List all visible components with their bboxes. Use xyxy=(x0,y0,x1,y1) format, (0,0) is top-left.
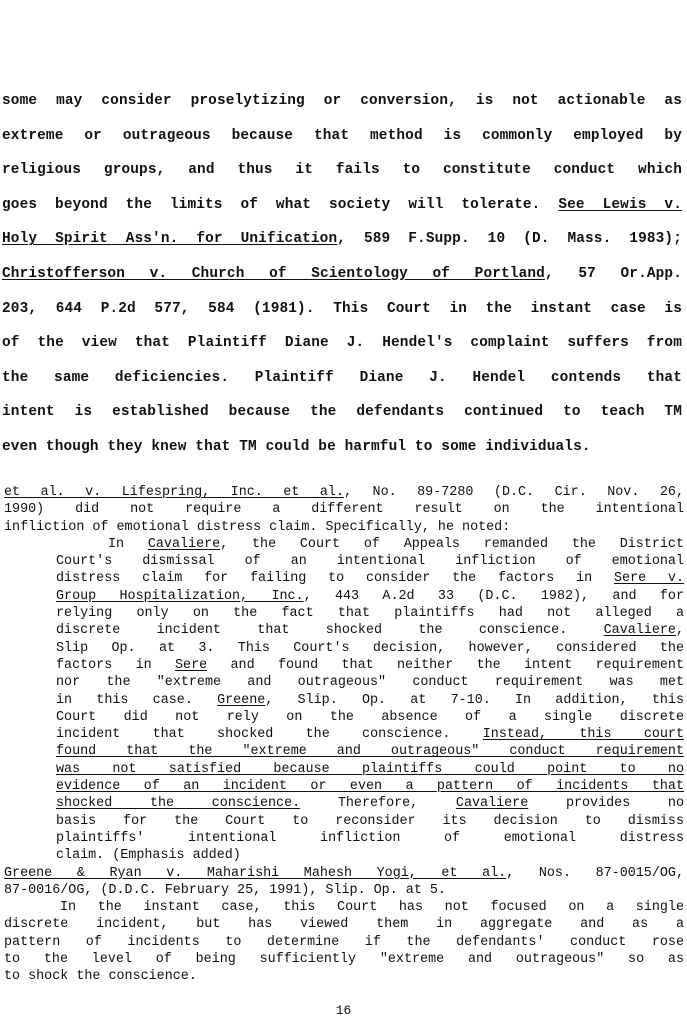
body-line xyxy=(2,188,682,223)
case-citation: Group Hospitalization, Inc. xyxy=(56,588,304,604)
quote-line-emphasized: was not satisfied because plaintiffs could point to no xyxy=(56,761,684,777)
quote-span: , xyxy=(675,623,684,639)
footnote-line: 1990) did not require a different result on the intentional xyxy=(4,502,684,518)
quote-line: claim. (Emphasis added) xyxy=(56,848,241,864)
emphasized-text: shocked the conscience. xyxy=(56,796,301,812)
body-line: extreme or outrageous because that method is commonly employed by xyxy=(2,127,682,144)
quote-span: , Slip. Op. at 7-10. In addition, this xyxy=(265,692,684,708)
case-citation: Greene xyxy=(217,692,266,708)
quote-span: distress claim for failing to consider the factors in xyxy=(56,571,614,587)
footnote-line: infliction of emotional distress claim. Specifically, he noted: xyxy=(4,519,511,535)
quote-line: Slip Op. at 3. This Court's decision, however, considered the xyxy=(56,640,684,656)
footnote-span: , No. 89-7280 (D.C. Cir. Nov. 26, xyxy=(344,485,684,500)
quote-line: Court did not rely on the absence of a single discrete xyxy=(56,709,684,725)
case-citation: Holy Spirit Ass'n. for Unification xyxy=(2,231,338,248)
footnote-line: to shock the conscience. xyxy=(4,969,197,985)
case-citation: Greene & Ryan v. Maharishi Mahesh Yogi, et al. xyxy=(4,865,507,881)
case-citation: Cavaliere xyxy=(147,536,221,552)
quote-line: basis for the Court to reconsider its decision to dismiss xyxy=(56,813,684,829)
body-line: intent is established because the defendants continued to teach TM xyxy=(2,404,682,421)
quote-line: Court's dismissal of an intentional infliction of emotional xyxy=(56,554,684,570)
quote-line xyxy=(4,622,684,639)
case-citation: et al. v. Lifespring, Inc. et al. xyxy=(4,485,344,500)
quote-span: In xyxy=(108,536,148,552)
quote-line xyxy=(4,657,684,674)
quote-line-emphasized: evidence of an incident or even a pattern of incidents that xyxy=(56,779,684,795)
case-citation: Sere xyxy=(175,657,208,673)
quote-line xyxy=(4,588,684,605)
body-text-span: , 589 F.Supp. 10 (D. Mass. 1983); xyxy=(337,231,683,248)
quote-line xyxy=(4,692,684,709)
citation-line xyxy=(4,865,684,882)
case-citation: Cavaliere xyxy=(455,796,529,812)
quote-span: in this case. xyxy=(56,692,218,708)
case-citation: Sere v. xyxy=(613,571,684,587)
footnote-span: , Nos. 87-0015/OG, xyxy=(506,865,684,881)
body-line: some may consider proselytizing or conversion, is not actionable as xyxy=(2,93,682,109)
body-line: 203, 644 P.2d 577, 584 (1981). This Court in the instant case is xyxy=(2,300,682,317)
footnote-line xyxy=(4,484,684,501)
quote-span: and found that neither the intent requirement xyxy=(207,657,684,673)
body-text-span: , 57 Or.App. xyxy=(544,265,683,282)
quote-span: incident that shocked the conscience. xyxy=(56,727,483,743)
case-citation: Cavaliere xyxy=(603,623,676,639)
footnote-line: discrete incident, but has viewed them in aggregate and as a xyxy=(4,917,684,933)
emphasized-text: Instead, this court xyxy=(482,727,685,743)
quote-line xyxy=(4,726,684,743)
footnote-line: In the instant case, this Court has not focused on a single xyxy=(60,900,684,916)
body-line xyxy=(2,222,682,257)
quote-line: plaintiffs' intentional infliction of emotional distress xyxy=(56,830,684,846)
citation-line: 87-0016/OG, (D.D.C. February 25, 1991), Slip. Op. at 5. xyxy=(4,882,446,898)
footnote-line: pattern of incidents to determine if the defendants' conduct rose xyxy=(4,934,684,950)
quote-span: , the Court of Appeals remanded the District xyxy=(220,536,684,552)
quote-line: relying only on the fact that plaintiffs had not alleged a xyxy=(56,606,684,622)
quote-line xyxy=(4,570,684,587)
body-line: the same deficiencies. Plaintiff Diane J. Hendel contends that xyxy=(2,369,682,386)
case-citation: See Lewis v. xyxy=(558,196,682,213)
quote-line-emphasized: found that the "extreme and outrageous" conduct requirement xyxy=(56,744,684,760)
body-line: even though they knew that TM could be harmful to some individuals. xyxy=(2,438,591,455)
body-text-span: goes beyond the limits of what society will tolerate. xyxy=(2,196,541,213)
quote-span: , 443 A.2d 33 (D.C. 1982), and for xyxy=(303,588,684,604)
page-number: 16 xyxy=(335,1003,352,1018)
quote-span: discrete incident that shocked the conscience. xyxy=(56,623,604,639)
footnote-line: to the level of being sufficiently "extreme and outrageous" so as xyxy=(4,952,684,968)
quote-line xyxy=(4,795,684,812)
quote-span: factors in xyxy=(56,657,176,673)
body-text xyxy=(2,84,682,465)
body-line xyxy=(2,257,682,292)
quote-span: provides no xyxy=(528,796,685,812)
quote-span: Therefore, xyxy=(300,796,456,812)
case-citation: Christofferson v. Church of Scientology of Portland xyxy=(2,265,545,282)
quote-line: nor the "extreme and outrageous" conduct requirement was met xyxy=(56,675,684,691)
body-line: religious groups, and thus it fails to constitute conduct which xyxy=(2,162,682,179)
body-line: of the view that Plaintiff Diane J. Hendel's complaint suffers from xyxy=(2,335,682,352)
footnote-text xyxy=(4,484,684,986)
quote-line xyxy=(4,536,684,553)
